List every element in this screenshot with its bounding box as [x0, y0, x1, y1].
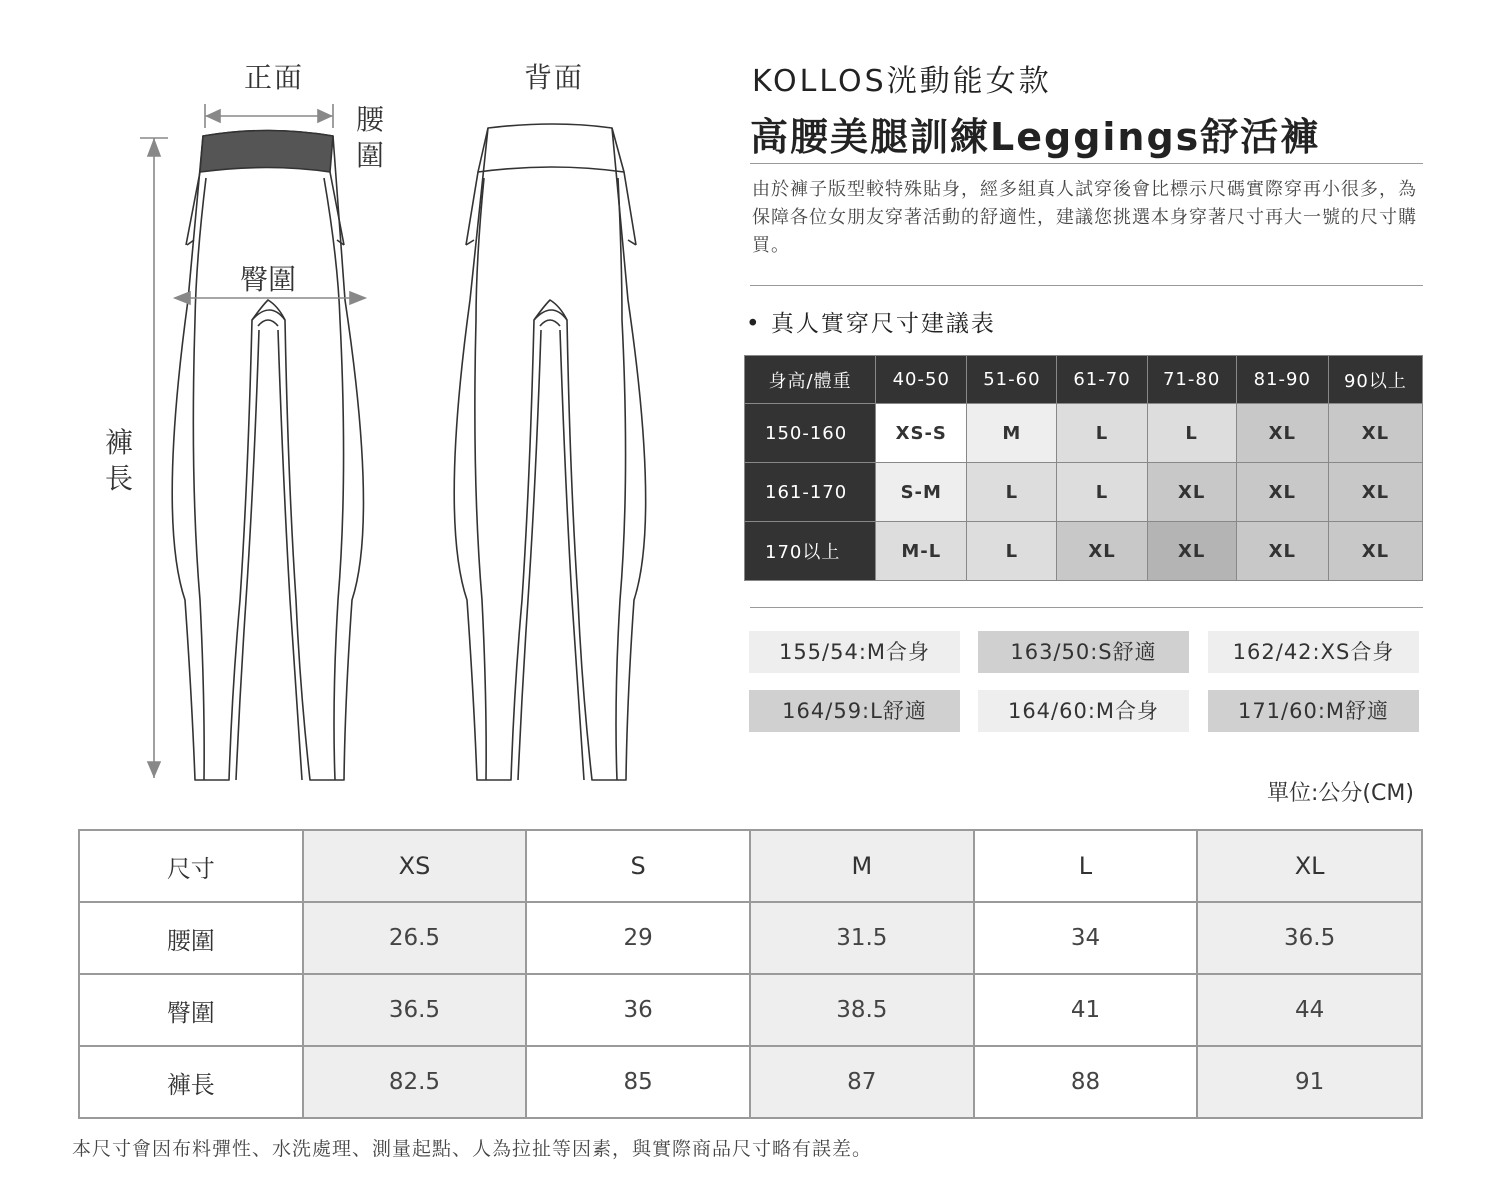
measurement-cell: 36.5	[1197, 902, 1422, 974]
title-divider	[750, 163, 1423, 164]
measurement-cell: 41	[974, 974, 1198, 1046]
size-header-row	[79, 830, 1422, 902]
recommended-size-cell: XL	[1236, 463, 1328, 522]
back-view-label: 背面	[524, 61, 585, 94]
front-view-label: 正面	[244, 61, 305, 94]
waist-label-char-2: 圍	[355, 139, 384, 172]
weight-header: 40-50	[876, 356, 967, 404]
grid-divider	[750, 607, 1423, 608]
fit-example-chip: 171/60:M舒適	[1208, 690, 1419, 732]
row-label: 臀圍	[79, 974, 303, 1046]
fit-example-chip: 163/50:S舒適	[978, 631, 1189, 673]
measurement-cell: 88	[974, 1046, 1198, 1118]
recommended-size-cell: L	[967, 463, 1057, 522]
size-row-waist	[79, 902, 1422, 974]
size-header-cell: 尺寸	[79, 830, 303, 902]
measurement-cell: 44	[1197, 974, 1422, 1046]
recommended-size-cell: L	[1057, 463, 1147, 522]
fit-example-chip: 155/54:M合身	[749, 631, 960, 673]
height-label: 161-170	[745, 463, 876, 522]
bullet: •	[746, 311, 762, 337]
row-label: 褲長	[79, 1046, 303, 1118]
weight-header: 90以上	[1328, 356, 1422, 404]
recommended-size-cell: XL	[1328, 463, 1422, 522]
measurement-cell: 87	[750, 1046, 974, 1118]
footnote: 本尺寸會因布料彈性、水洗處理、測量起點、人為拉扯等因素，與實際商品尺寸略有誤差。	[72, 1138, 873, 1160]
weight-header: 71-80	[1147, 356, 1236, 404]
recommended-size-cell: XL	[1147, 522, 1236, 581]
length-label-char-1: 褲	[104, 426, 133, 459]
length-dimension-arrow	[140, 138, 168, 778]
unit-label: 單位:公分(CM)	[1267, 781, 1414, 806]
recommended-size-cell: L	[967, 522, 1057, 581]
recommendation-row	[745, 522, 1423, 581]
recommended-size-cell: M	[967, 404, 1057, 463]
recommendation-table	[744, 355, 1423, 581]
weight-header: 81-90	[1236, 356, 1328, 404]
row-label: 腰圍	[79, 902, 303, 974]
corner-header: 身高/體重	[745, 356, 876, 404]
height-label: 150-160	[745, 404, 876, 463]
front-leggings-illustration	[172, 131, 363, 781]
recommendation-section-title	[746, 305, 996, 338]
fit-example-chip: 162/42:XS合身	[1208, 631, 1419, 673]
measurement-cell: 38.5	[750, 974, 974, 1046]
recommendation-row	[745, 404, 1423, 463]
size-header-cell: L	[974, 830, 1198, 902]
measurement-cell: 34	[974, 902, 1198, 974]
size-header-cell: XL	[1197, 830, 1422, 902]
measurement-cell: 82.5	[303, 1046, 527, 1118]
fit-example-chip: 164/60:M合身	[978, 690, 1189, 732]
recommended-size-cell: XL	[1057, 522, 1147, 581]
description-divider	[750, 285, 1423, 286]
recommendation-header-row	[745, 356, 1423, 404]
waist-dimension-arrow	[205, 104, 333, 128]
recommended-size-cell: XL	[1328, 522, 1422, 581]
recommended-size-cell: XL	[1328, 404, 1422, 463]
recommended-size-cell: M-L	[876, 522, 967, 581]
recommended-size-cell: XL	[1236, 522, 1328, 581]
recommended-size-cell: L	[1057, 404, 1147, 463]
size-header-cell: XS	[303, 830, 527, 902]
recommended-size-cell: XL	[1236, 404, 1328, 463]
recommended-size-cell: XS-S	[876, 404, 967, 463]
measurement-cell: 91	[1197, 1046, 1422, 1118]
recommended-size-cell: S-M	[876, 463, 967, 522]
weight-header: 51-60	[967, 356, 1057, 404]
fit-description: 由於褲子版型較特殊貼身，經多組真人試穿後會比標示尺碼實際穿再小很多，為保障各位女朋友穿著活動的舒適性，建議您挑選本身穿著尺寸再大一號的尺寸購買。	[752, 179, 1417, 256]
size-row-length	[79, 1046, 1422, 1118]
recommended-size-cell: XL	[1147, 463, 1236, 522]
size-header-cell: M	[750, 830, 974, 902]
measurement-cell: 36.5	[303, 974, 527, 1046]
length-label-char-2: 長	[104, 462, 133, 495]
measurement-cell: 29	[526, 902, 750, 974]
product-title: 高腰美腿訓練Leggings舒活褲	[750, 115, 1321, 159]
measurement-cell: 26.5	[303, 902, 527, 974]
height-label: 170以上	[745, 522, 876, 581]
leggings-diagram	[0, 0, 720, 800]
size-header-cell: S	[526, 830, 750, 902]
weight-header: 61-70	[1057, 356, 1147, 404]
size-table	[78, 829, 1423, 1119]
measurement-cell: 31.5	[750, 902, 974, 974]
recommended-size-cell: L	[1147, 404, 1236, 463]
recommendation-row	[745, 463, 1423, 522]
hip-label: 臀圍	[240, 263, 297, 296]
back-leggings-illustration	[454, 124, 645, 780]
brand-name: KOLLOS洸動能女款	[752, 64, 1052, 99]
measurement-cell: 85	[526, 1046, 750, 1118]
measurement-cell: 36	[526, 974, 750, 1046]
fit-example-chip: 164/59:L舒適	[749, 690, 960, 732]
recommendation-title-text: 真人實穿尺寸建議表	[770, 311, 996, 337]
waist-label-char-1: 腰	[355, 103, 384, 136]
size-row-hip	[79, 974, 1422, 1046]
